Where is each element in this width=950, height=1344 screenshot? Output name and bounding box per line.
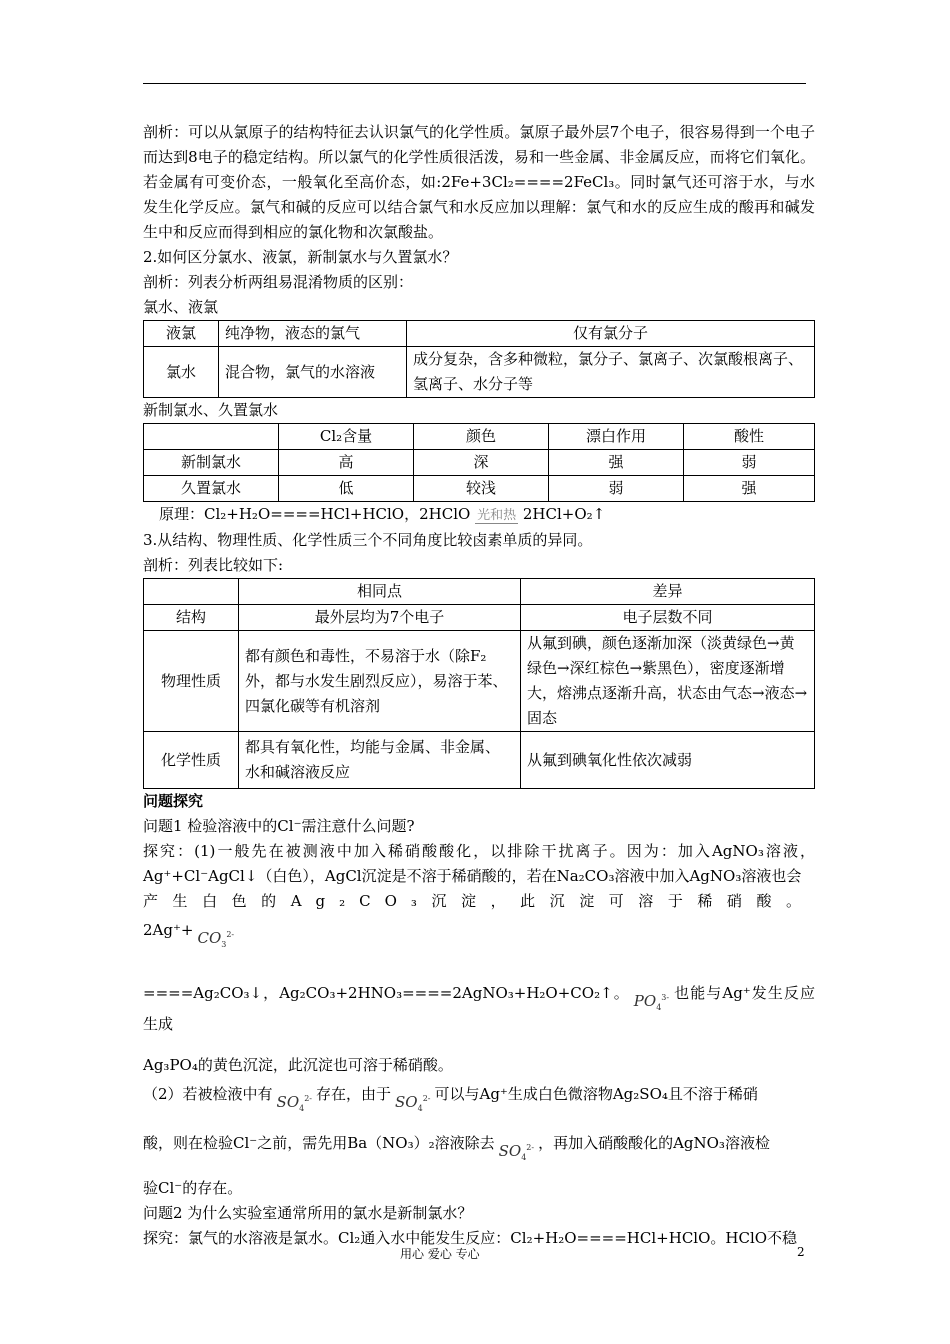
principle-line: 原理：Cl₂+H₂O====HCl+HClO，2HClO 光和热 2HCl+O₂↑: [159, 505, 606, 523]
exploration-2b: 酸，则在检验Cl⁻之前，需先用Ba（NO₃）₂溶液除去 $SO_4^{2-}$ ，再加入硝酸酸化的AgNO₃溶液检: [143, 1127, 815, 1162]
exploration-1a: 探究：(1)一般先在被测液中加入稀硝酸酸化，以排除干扰离子。因为：加入AgNO₃溶液，Ag⁺+Cl⁻AgCl↓（白色），AgCl沉淀是不溶于稀硝酸的，若在Na₂CO₃溶液中加入AgNO₃溶液也会: [143, 842, 815, 885]
phosphate-ion: $PO_4^{3-}$: [633, 992, 670, 1012]
sulfate-ion: $SO_4^{2-}$: [276, 1093, 313, 1113]
exploration-3: 探究：氯气的水溶液是氯水。Cl₂通入水中能发生反应：Cl₂+H₂O====HCl+HClO。HClO不稳: [143, 1229, 798, 1247]
question-3: 3.从结构、物理性质、化学性质三个不同角度比较卤素单质的异同。: [143, 531, 593, 549]
table1-title: 氯水、液氯: [143, 298, 219, 316]
page-number: 2: [797, 1245, 805, 1259]
reaction-condition: 光和热: [477, 508, 517, 523]
exploration-1d: Ag₃PO₄的黄色沉淀，此沉淀也可溶于稀硝酸。: [143, 1056, 453, 1074]
footer-motto: 用心 爱心 专心: [400, 1247, 480, 1261]
question-3-analysis: 剖析：列表比较如下:: [143, 556, 284, 574]
table-row: 新制氯水 高 深 强 弱: [144, 450, 815, 476]
content: [143, 120, 815, 1251]
sulfate-ion: $SO_4^{2-}$: [395, 1093, 431, 1113]
question-2-analysis: 剖析：列表分析两组易混淆物质的区别：: [143, 273, 414, 291]
paragraph-1: 剖析：可以从氯原子的结构特征去认识氯气的化学性质。氯原子最外层7个电子，很容易得到一个电子而达到8电子的稳定结构。所以氯气的化学性质很活泼，易和一些金属、非金属反应，而将它们氧化。若金属有可变价态，一般氧化至高价态，如:2Fe+3Cl₂====2FeCl₃。同时氯气还可溶于水，与水发生化学反应。氯气和碱的反应可以结合氯气和水反应加以理解：氯气和水的反应生成的酸再和碱发生中和反应而得到相应的氯化物和次氯酸盐。: [143, 123, 815, 241]
exploration-2a: （2）若被检液中有 $SO_4^{2-}$ 存在，由于 $SO_4^{2-}$ 可以与Ag⁺生成白色微溶物Ag₂SO₄且不溶于稀硝: [143, 1078, 815, 1113]
table-row: 久置氯水 低 较浅 弱 强: [144, 476, 815, 502]
exploration-1c: ====Ag₂CO₃↓，Ag₂CO₃+2HNO₃====2AgNO₃+H₂O+CO₂↑。 $PO_4^{3-}$ 也能与Ag⁺发生反应生成: [143, 984, 815, 1033]
sulfate-ion: $SO_4^{2-}$: [498, 1142, 535, 1162]
table-row: 物理性质 都有颜色和毒性，不易溶于水（除F₂外，都与水发生剧烈反应），易溶于苯、四氯化碳等有机溶剂 从氟到碘，颜色逐渐加深（淡黄绿色→黄绿色→深红棕色→紫黑色），密度逐渐增大，熔沸点逐渐升高，状态由气态→液态→固态: [144, 631, 815, 732]
table-row: 结构 最外层均为7个电子 电子层数不同: [144, 605, 815, 631]
problem-1: 问题1 检验溶液中的Cl⁻需注意什么问题?: [143, 817, 415, 835]
table-chlorine-water-liquid: [143, 320, 815, 398]
table-row: 氯水 混合物，氯气的水溶液 成分复杂，含多种微粒，氯分子、氯离子、次氯酸根离子、氢离子、水分子等: [144, 347, 815, 398]
exploration-2c: 验Cl⁻的存在。: [143, 1179, 243, 1197]
table2-title: 新制氯水、久置氯水: [143, 401, 279, 419]
table-header-row: Cl₂含量 颜色 漂白作用 酸性: [144, 424, 815, 450]
exploration-1b: 产生白色的Ag₂CO₃沉淀，此沉淀可溶于稀硝酸。$2Ag^++ CO_3^{2-}$: [143, 889, 815, 949]
section-title: 问题探究: [143, 792, 204, 810]
problem-2: 问题2 为什么实验室通常所用的氯水是新制氯水？: [143, 1204, 473, 1222]
header-rule: [143, 83, 806, 84]
table-fresh-aged-chlorine-water: [143, 423, 815, 502]
table-halogen-comparison: [143, 578, 815, 789]
table-row: 化学性质 都具有氧化性，均能与金属、非金属、水和碱溶液反应 从氟到碘氧化性依次减弱: [144, 732, 815, 789]
carbonate-ion: $CO_3^{2-}$: [197, 929, 235, 949]
question-2: 2.如何区分氯水、液氯，新制氯水与久置氯水？: [143, 248, 458, 266]
table-row: 液氯 纯净物，液态的氯气 仅有氯分子: [144, 321, 815, 347]
table-header-row: 相同点 差异: [144, 579, 815, 605]
